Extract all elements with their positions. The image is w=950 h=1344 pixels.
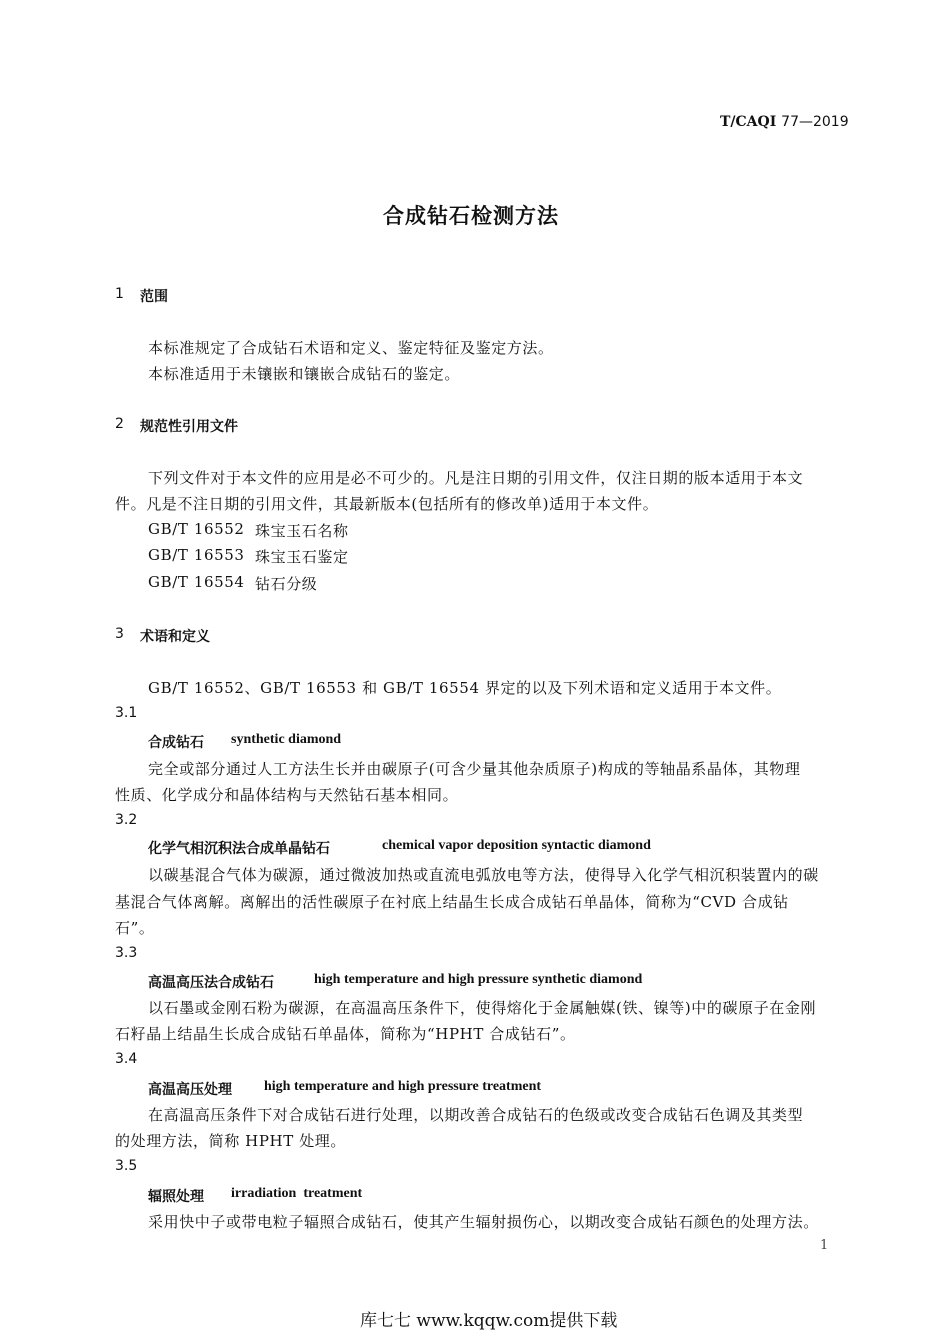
section-3-intro: GB/T 16552、GB/T 16553 和 GB/T 16554 界定的以及下列术语和定义适用于本文件。 xyxy=(148,679,782,697)
term-definition-line: 以石墨或金刚石粉为碳源，在高温高压条件下，使得熔化于金属触媒(铁、镍等)中的碳原子在金刚 xyxy=(148,999,817,1017)
term-chinese: 合成钻石 xyxy=(148,735,204,751)
reference-code: GB/T 16553 xyxy=(148,546,245,564)
section-1-title: 范围 xyxy=(140,289,168,305)
term-chinese: 高温高压处理 xyxy=(148,1082,232,1098)
section-1-paragraph: 本标准适用于未镶嵌和镶嵌合成钻石的鉴定。 xyxy=(148,365,461,383)
term-english: synthetic diamond xyxy=(231,732,342,747)
page-title: 合成钻石检测方法 xyxy=(383,204,559,228)
section-2-intro-line: 下列文件对于本文件的应用是必不可少的。凡是注日期的引用文件，仅注日期的版本适用于本文 xyxy=(148,469,804,487)
download-footer: 库七七 www.kqqw.com提供下载 xyxy=(360,1311,618,1331)
reference-name: 珠宝玉石名称 xyxy=(255,522,349,540)
section-1-paragraph: 本标准规定了合成钻石术语和定义、鉴定特征及鉴定方法。 xyxy=(148,339,554,357)
term-definition-line: 以碳基混合气体为碳源，通过微波加热或直流电弧放电等方法，使得导入化学气相沉积装置内的碳 xyxy=(148,866,819,884)
section-2-intro-line: 件。凡是不注日期的引用文件，其最新版本(包括所有的修改单)适用于本文件。 xyxy=(115,495,659,513)
page-number: 1 xyxy=(820,1238,829,1253)
term-chinese: 辐照处理 xyxy=(148,1189,204,1205)
reference-name: 钻石分级 xyxy=(255,575,318,593)
term-definition-line: 基混合气体离解。离解出的活性碳原子在衬底上结晶生长成合成钻石单晶体，简称为“CVD 合成钻 xyxy=(115,893,789,911)
section-2-number: 2 xyxy=(115,416,124,432)
term-english: high temperature and high pressure synthetic diamond xyxy=(314,972,643,987)
document-number-suffix: 77—2019 xyxy=(781,114,849,130)
term-definition-line: 石籽晶上结晶生长成合成钻石单晶体，简称为“HPHT 合成钻石”。 xyxy=(115,1025,576,1043)
term-number: 3.3 xyxy=(115,945,138,961)
term-definition-line: 在高温高压条件下对合成钻石进行处理，以期改善合成钻石的色级或改变合成钻石色调及其类型 xyxy=(148,1106,804,1124)
term-number: 3.1 xyxy=(115,705,138,721)
term-definition-line: 性质、化学成分和晶体结构与天然钻石基本相同。 xyxy=(115,786,459,804)
reference-code: GB/T 16552 xyxy=(148,520,245,538)
term-definition-line: 的处理方法，简称 HPHT 处理。 xyxy=(115,1132,346,1150)
term-number: 3.5 xyxy=(115,1158,138,1174)
term-definition-line: 完全或部分通过人工方法生长并由碳原子(可含少量其他杂质原子)构成的等轴晶系晶体，其物理 xyxy=(148,760,801,778)
term-definition-line: 石”。 xyxy=(115,919,155,937)
term-number: 3.4 xyxy=(115,1051,138,1067)
section-1-number: 1 xyxy=(115,286,124,302)
section-2-title: 规范性引用文件 xyxy=(140,419,238,435)
term-english: high temperature and high pressure treatment xyxy=(264,1079,542,1094)
reference-code: GB/T 16554 xyxy=(148,573,245,591)
section-3-title: 术语和定义 xyxy=(140,629,210,645)
term-chinese: 高温高压法合成钻石 xyxy=(148,975,274,991)
term-definition-line: 采用快中子或带电粒子辐照合成钻石，使其产生辐射损伤心，以期改变合成钻石颜色的处理方法。 xyxy=(148,1213,819,1231)
term-number: 3.2 xyxy=(115,812,138,828)
term-english: irradiation treatment xyxy=(231,1186,363,1201)
section-3-number: 3 xyxy=(115,626,124,642)
term-english: chemical vapor deposition syntactic diamond xyxy=(382,838,651,853)
reference-name: 珠宝玉石鉴定 xyxy=(255,548,349,566)
document-number-prefix: T/CAQI xyxy=(720,114,777,130)
term-chinese: 化学气相沉积法合成单晶钻石 xyxy=(148,841,330,857)
document-number xyxy=(720,114,849,130)
